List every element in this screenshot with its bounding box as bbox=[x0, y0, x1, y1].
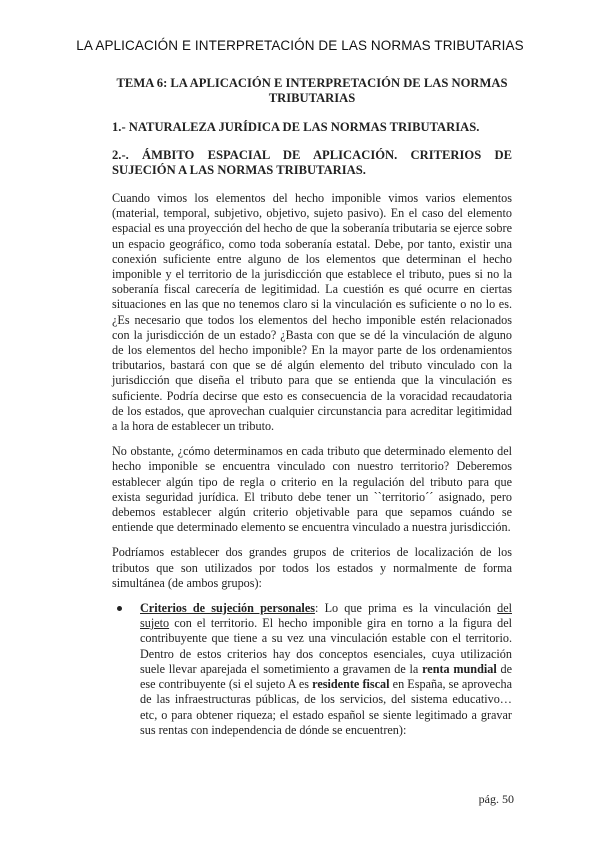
criteria-text-a: con el territorio. El hecho imponible gira en torno a la figura del contribuyente que tiene a su vez una vinculación estable con el territorio. Dentro de estos criterios hay dos conceptos esenciales, cuya utilización suele llevar aparejada el sometimiento a gravamen de la bbox=[140, 616, 512, 676]
running-header: LA APLICACIÓN E INTERPRETACIÓN DE LAS NORMAS TRIBUTARIAS bbox=[76, 38, 524, 53]
bullet-icon bbox=[117, 606, 122, 611]
paragraph-1: Cuando vimos los elementos del hecho imponible vimos varios elementos (material, temporal, subjetivo, objetivo, sujeto pasivo). En el caso del elemento espacial es una proyección del hecho de que la soberanía tributaria se ejerce sobre un espacio geográfico, como toda soberanía estatal. Debe, por tanto, existir una conexión suficiente entre alguno de los elementos que determinan el hecho imponible y el territorio de la jurisdicción que establece el tributo, pues si no la soberanía fiscal carecería de legitimidad. La cuestión es qué ocurre en ciertas situaciones en las que no tenemos claro si la vinculación es suficiente o no lo es. ¿Es necesario que todos los elementos del hecho imponible estén relacionados con la jurisdicción de un estado? ¿Basta con que se dé la vinculación de alguno de los elementos del hecho imponible? En la mayor parte de los ordenamientos tributarios, bastará con que se dé algún elemento del tributo vinculado con la jurisdicción que diseña el tributo para que se entienda que la vinculación es suficiente. Podría decirse que esto es consecuencia de la voracidad recaudatoria de los estados, que aprovechan cualquier circunstancia para acreditar legitimidad a la hora de establecer un tributo. bbox=[112, 191, 512, 434]
page-number: pág. 50 bbox=[478, 792, 514, 806]
page-content bbox=[112, 76, 512, 738]
list-item-personal-criteria bbox=[112, 601, 512, 738]
criteria-text-b: de ese contribuyente (si el sujeto A es bbox=[140, 661, 512, 692]
bold-renta-mundial: renta mundial bbox=[422, 661, 497, 676]
chapter-title: TEMA 6: LA APLICACIÓN E INTERPRETACIÓN DE LAS NORMAS TRIBUTARIAS bbox=[116, 76, 508, 105]
paragraph-2: No obstante, ¿cómo determinamos en cada tributo que determinado elemento del hecho imponible se encuentra vinculado con nuestro territorio? Deberemos establecer algún tipo de regla o criterio en la regulación del tributo para que exista seguridad jurídica. El tributo debe tener un ``territorio´´ asignado, pero debemos establecer algún criterio objetivable para que sepamos cuándo se entiende que determinado elemento se encuentra vinculado a nuestra jurisdicción. bbox=[112, 444, 512, 535]
section-heading-2: 2.-. ÁMBITO ESPACIAL DE APLICACIÓN. CRITERIOS DE SUJECIÓN A LAS NORMAS TRIBUTARIAS. bbox=[112, 148, 512, 177]
underlined-del-sujeto: del sujeto bbox=[140, 601, 512, 631]
criteria-text-lead: : Lo que prima es la vinculación bbox=[314, 601, 498, 616]
criteria-title: Criterios de sujeción personales bbox=[140, 601, 315, 616]
criteria-text-c: en España, se aprovecha de las infraestructuras públicas, de los servicios, del sistema educativo…etc, o para obtener riqueza; el estado español se siente legitimado a gravar sus rentas con independencia de dónde se encuentren): bbox=[140, 677, 512, 737]
paragraph-3: Podríamos establecer dos grandes grupos de criterios de localización de los tributos que son utilizados por todos los estados y normalmente de forma simultánea (de ambos grupos): bbox=[112, 545, 512, 590]
criteria-list bbox=[112, 601, 512, 738]
section-heading-1: 1.- NATURALEZA JURÍDICA DE LAS NORMAS TRIBUTARIAS. bbox=[112, 120, 480, 134]
bold-residente-fiscal: residente fiscal bbox=[312, 677, 390, 692]
